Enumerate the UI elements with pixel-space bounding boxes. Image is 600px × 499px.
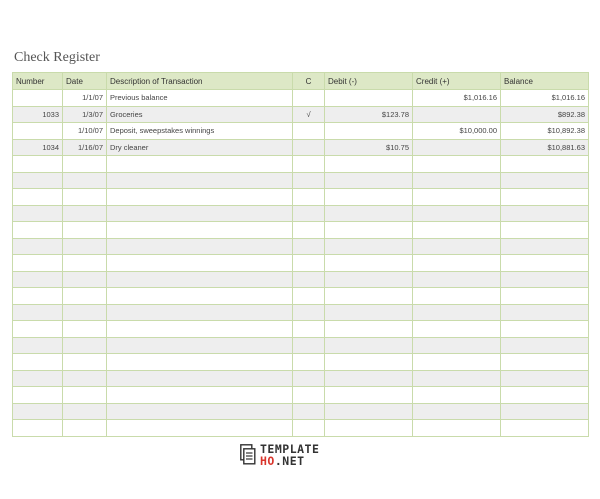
cell-balance — [501, 321, 589, 338]
cell-credit — [413, 387, 501, 404]
cell-credit — [413, 370, 501, 387]
cell-description: Dry cleaner — [107, 139, 293, 156]
cell-balance — [501, 354, 589, 371]
cell-debit — [325, 189, 413, 206]
cell-number: 1033 — [13, 106, 63, 123]
cell-description — [107, 205, 293, 222]
cell-description — [107, 420, 293, 437]
table-row — [13, 205, 589, 222]
column-header-balance: Balance — [501, 73, 589, 90]
cell-description: Previous balance — [107, 90, 293, 107]
cell-debit — [325, 403, 413, 420]
cell-credit — [413, 106, 501, 123]
table-row — [13, 354, 589, 371]
cell-credit — [413, 288, 501, 305]
cell-date — [63, 222, 107, 239]
table-row — [13, 139, 589, 156]
cell-description — [107, 271, 293, 288]
cell-debit — [325, 304, 413, 321]
cell-number — [13, 90, 63, 107]
cell-description — [107, 288, 293, 305]
cell-number — [13, 420, 63, 437]
cell-number — [13, 222, 63, 239]
cell-number — [13, 370, 63, 387]
cell-date — [63, 288, 107, 305]
cell-description — [107, 370, 293, 387]
cell-credit — [413, 205, 501, 222]
logo-line-2-rest: .NET — [274, 454, 305, 468]
cell-description — [107, 172, 293, 189]
cell-c — [293, 205, 325, 222]
cell-c — [293, 90, 325, 107]
column-header-description: Description of Transaction — [107, 73, 293, 90]
cell-description — [107, 304, 293, 321]
table-row — [13, 420, 589, 437]
cell-debit — [325, 354, 413, 371]
cell-date — [63, 321, 107, 338]
cell-date: 1/1/07 — [63, 90, 107, 107]
logo-line-1: TEMPLATE — [260, 442, 320, 456]
cell-date: 1/10/07 — [63, 123, 107, 140]
cell-debit — [325, 420, 413, 437]
cell-debit — [325, 222, 413, 239]
cell-balance — [501, 238, 589, 255]
table-row — [13, 156, 589, 173]
cell-c — [293, 370, 325, 387]
cell-number — [13, 304, 63, 321]
cell-balance — [501, 255, 589, 272]
cell-c — [293, 403, 325, 420]
cell-number — [13, 321, 63, 338]
cell-description — [107, 255, 293, 272]
cell-debit — [325, 205, 413, 222]
check-register-table — [12, 72, 589, 437]
cell-credit — [413, 420, 501, 437]
cell-balance: $1,016.16 — [501, 90, 589, 107]
table-row — [13, 403, 589, 420]
cell-c — [293, 420, 325, 437]
cell-number — [13, 387, 63, 404]
cell-balance: $10,881.63 — [501, 139, 589, 156]
cell-number — [13, 403, 63, 420]
table-row — [13, 387, 589, 404]
cell-credit — [413, 156, 501, 173]
column-header-date: Date — [63, 73, 107, 90]
table-row — [13, 123, 589, 140]
cell-date — [63, 205, 107, 222]
cell-c — [293, 222, 325, 239]
cell-c — [293, 172, 325, 189]
cell-number — [13, 189, 63, 206]
cell-description — [107, 403, 293, 420]
cell-balance: $10,892.38 — [501, 123, 589, 140]
cell-description: Groceries — [107, 106, 293, 123]
cell-balance — [501, 370, 589, 387]
cell-credit — [413, 304, 501, 321]
cell-description — [107, 156, 293, 173]
table-row — [13, 238, 589, 255]
table-row — [13, 321, 589, 338]
cell-balance — [501, 304, 589, 321]
cell-c — [293, 321, 325, 338]
table-row — [13, 255, 589, 272]
cell-debit — [325, 238, 413, 255]
column-header-c: C — [293, 73, 325, 90]
cell-number — [13, 271, 63, 288]
cell-c: √ — [293, 106, 325, 123]
cell-debit — [325, 90, 413, 107]
cell-balance — [501, 420, 589, 437]
cell-description — [107, 387, 293, 404]
cell-credit: $10,000.00 — [413, 123, 501, 140]
cell-date — [63, 271, 107, 288]
cell-description — [107, 337, 293, 354]
cell-date — [63, 189, 107, 206]
cell-c — [293, 255, 325, 272]
cell-c — [293, 123, 325, 140]
cell-debit — [325, 271, 413, 288]
cell-credit — [413, 321, 501, 338]
cell-date — [63, 354, 107, 371]
cell-c — [293, 139, 325, 156]
cell-date — [63, 238, 107, 255]
cell-date — [63, 370, 107, 387]
cell-credit — [413, 354, 501, 371]
cell-number — [13, 255, 63, 272]
cell-debit — [325, 156, 413, 173]
cell-description — [107, 238, 293, 255]
cell-c — [293, 387, 325, 404]
cell-date — [63, 420, 107, 437]
cell-date: 1/3/07 — [63, 106, 107, 123]
cell-c — [293, 304, 325, 321]
cell-debit — [325, 172, 413, 189]
cell-credit — [413, 189, 501, 206]
cell-balance — [501, 271, 589, 288]
cell-date: 1/16/07 — [63, 139, 107, 156]
cell-debit — [325, 255, 413, 272]
table-row — [13, 288, 589, 305]
cell-balance — [501, 222, 589, 239]
cell-balance — [501, 387, 589, 404]
cell-number — [13, 205, 63, 222]
cell-balance — [501, 156, 589, 173]
templateho-logo — [240, 443, 319, 467]
column-header-debit: Debit (-) — [325, 73, 413, 90]
cell-c — [293, 288, 325, 305]
table-row — [13, 189, 589, 206]
cell-number — [13, 123, 63, 140]
cell-credit — [413, 403, 501, 420]
cell-balance — [501, 288, 589, 305]
cell-c — [293, 271, 325, 288]
cell-credit — [413, 139, 501, 156]
cell-credit — [413, 337, 501, 354]
cell-number — [13, 156, 63, 173]
cell-number — [13, 288, 63, 305]
cell-credit — [413, 222, 501, 239]
cell-c — [293, 354, 325, 371]
column-header-number: Number — [13, 73, 63, 90]
cell-c — [293, 156, 325, 173]
table-row — [13, 222, 589, 239]
table-row — [13, 271, 589, 288]
cell-balance — [501, 189, 589, 206]
cell-date — [63, 403, 107, 420]
cell-date — [63, 387, 107, 404]
cell-balance — [501, 172, 589, 189]
cell-c — [293, 238, 325, 255]
cell-debit — [325, 123, 413, 140]
column-header-credit: Credit (+) — [413, 73, 501, 90]
cell-date — [63, 304, 107, 321]
cell-balance — [501, 205, 589, 222]
page-title: Check Register — [14, 50, 100, 65]
cell-number — [13, 354, 63, 371]
cell-debit — [325, 321, 413, 338]
cell-c — [293, 189, 325, 206]
cell-balance: $892.38 — [501, 106, 589, 123]
table-row — [13, 337, 589, 354]
table-row — [13, 90, 589, 107]
cell-credit: $1,016.16 — [413, 90, 501, 107]
cell-c — [293, 337, 325, 354]
cell-number — [13, 337, 63, 354]
table-row — [13, 304, 589, 321]
cell-credit — [413, 172, 501, 189]
table-row — [13, 370, 589, 387]
document-icon — [240, 444, 256, 466]
cell-date — [63, 337, 107, 354]
cell-number — [13, 238, 63, 255]
cell-description — [107, 189, 293, 206]
table-row — [13, 106, 589, 123]
cell-balance — [501, 403, 589, 420]
cell-debit — [325, 370, 413, 387]
cell-number: 1034 — [13, 139, 63, 156]
cell-description — [107, 354, 293, 371]
table-row — [13, 172, 589, 189]
cell-credit — [413, 255, 501, 272]
cell-debit: $10.75 — [325, 139, 413, 156]
cell-description: Deposit, sweepstakes winnings — [107, 123, 293, 140]
cell-credit — [413, 271, 501, 288]
cell-date — [63, 156, 107, 173]
cell-description — [107, 321, 293, 338]
cell-debit: $123.78 — [325, 106, 413, 123]
logo-line-2-red: HO — [260, 454, 275, 468]
cell-debit — [325, 337, 413, 354]
cell-debit — [325, 288, 413, 305]
cell-balance — [501, 337, 589, 354]
cell-debit — [325, 387, 413, 404]
cell-description — [107, 222, 293, 239]
cell-number — [13, 172, 63, 189]
cell-date — [63, 172, 107, 189]
cell-date — [63, 255, 107, 272]
cell-credit — [413, 238, 501, 255]
header-row — [13, 73, 589, 90]
